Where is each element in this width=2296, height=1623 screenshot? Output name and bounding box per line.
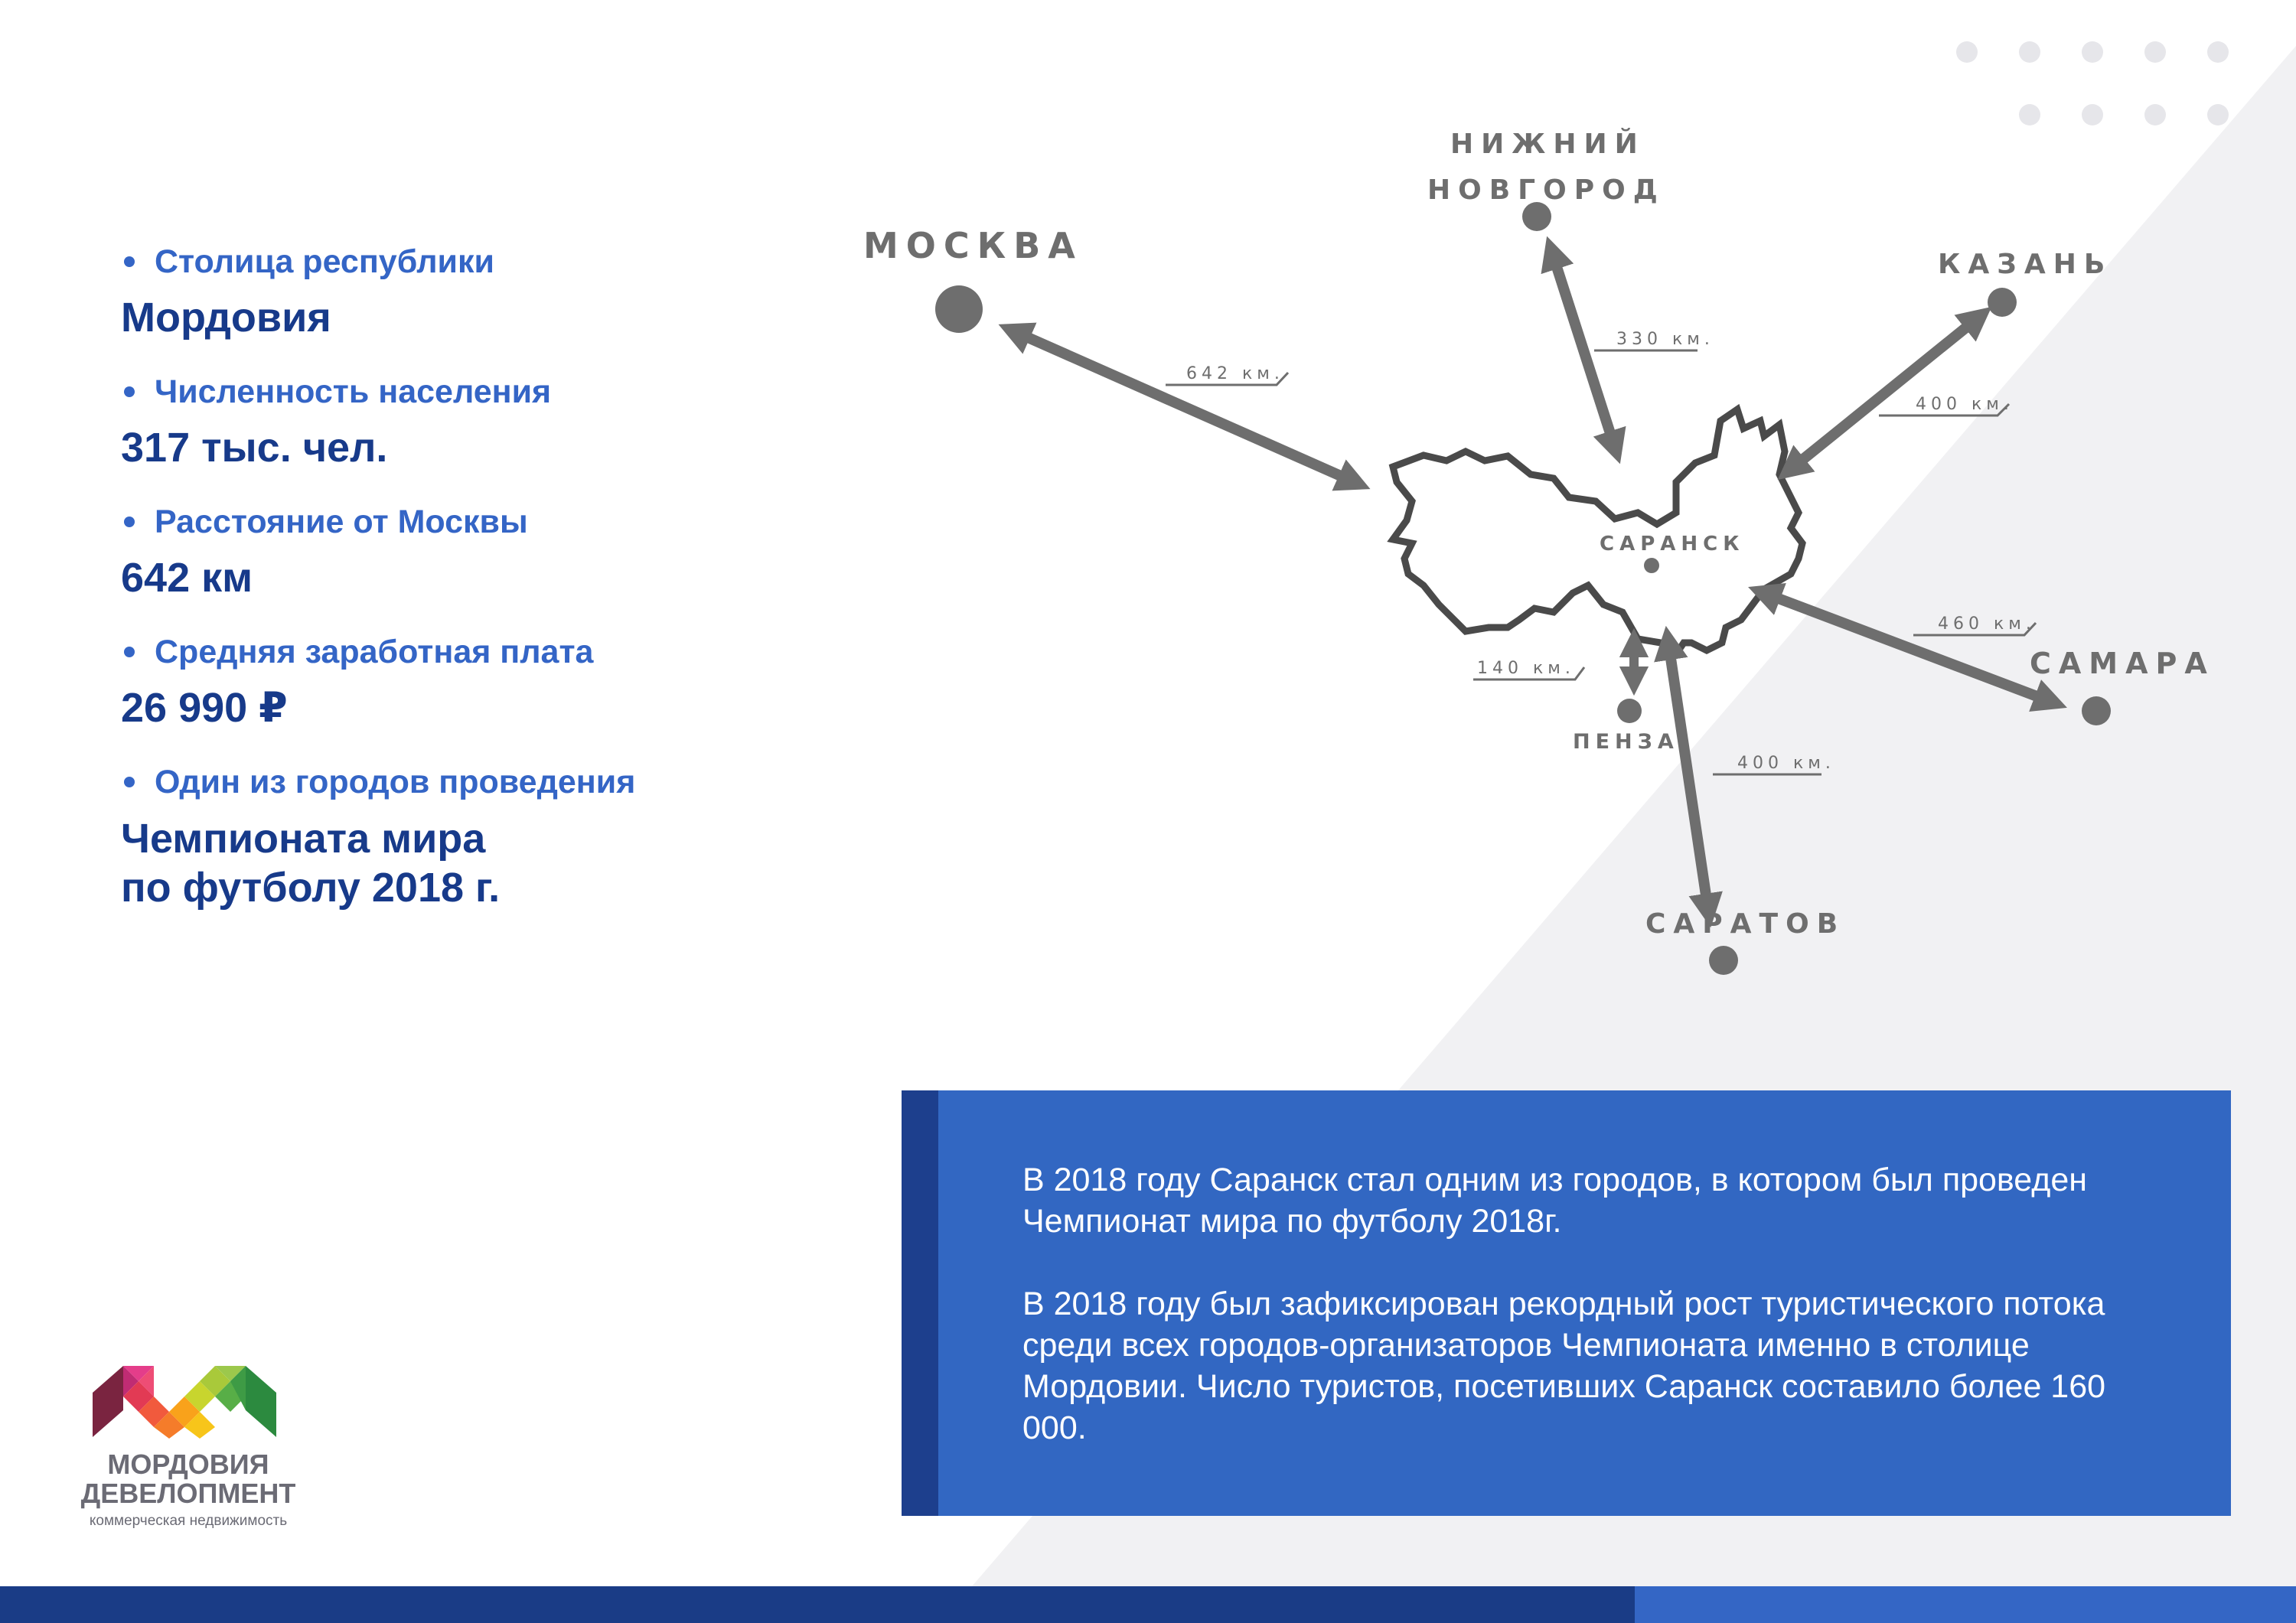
fact-label: Численность населения	[155, 373, 552, 410]
city-label-nizhny-line1: НИЖНИЙ	[1450, 129, 1645, 160]
distance-label-nizhny: 330 км.	[1616, 330, 1714, 349]
bullet-icon	[124, 517, 135, 527]
info-paragraph: В 2018 году был зафиксирован рекордный рост туристического потока среди всех городов-организаторов Чемпионата именно в столице Мордовии. Число туристов, посетивших Саранск составило более 160 000.	[1022, 1286, 2106, 1446]
info-text	[1022, 1159, 2170, 1490]
fact-value: 26 990 ₽	[121, 685, 288, 731]
arrow-moscow	[1014, 331, 1355, 482]
fact-distance	[121, 502, 886, 601]
distance-map	[842, 115, 2296, 1033]
distance-label-samara: 460 км.	[1938, 614, 2036, 634]
bullet-icon	[124, 647, 135, 657]
city-label-moscow: МОСКВА	[863, 225, 1083, 266]
info-box	[902, 1090, 2231, 1516]
city-label-kazan: КАЗАНЬ	[1938, 249, 2113, 280]
city-dot-penza	[1617, 699, 1642, 723]
city-dot-moscow	[935, 285, 983, 333]
fact-label: Средняя заработная плата	[155, 634, 594, 670]
fact-capital	[121, 242, 886, 341]
bullet-icon	[124, 256, 135, 267]
distance-label-moscow: 642 км.	[1186, 364, 1284, 383]
city-dot-nizhny	[1522, 202, 1551, 231]
bullet-icon	[124, 777, 135, 787]
logo-subtitle: коммерческая недвижимость	[89, 1513, 288, 1529]
arrow-saratov	[1668, 643, 1708, 911]
fact-value: Чемпионата мира по футболу 2018 г.	[121, 816, 501, 911]
distance-label-saratov: 400 км.	[1737, 754, 1835, 773]
logo-name: МОРДОВИЯ ДЕВЕЛОПМЕНТ	[80, 1449, 296, 1509]
city-dot-saransk	[1644, 558, 1659, 573]
distance-label-penza: 140 км.	[1477, 659, 1575, 678]
bottom-bar	[0, 1586, 2296, 1623]
fact-value: 642 км	[121, 555, 253, 601]
arrow-kazan	[1791, 318, 1978, 469]
arrow-samara	[1764, 593, 2051, 702]
distance-label-kazan: 400 км.	[1916, 395, 2014, 414]
company-logo	[58, 1343, 318, 1542]
logo-m-icon	[58, 1343, 318, 1450]
city-dot-kazan	[1988, 288, 2017, 317]
info-box-strip	[902, 1090, 938, 1516]
city-label-nizhny-line2: НОВГОРОД	[1427, 174, 1665, 206]
city-label-saratov: САРАТОВ	[1645, 908, 1846, 940]
city-dot-samara	[2082, 696, 2111, 725]
city-label-saransk: САРАНСК	[1600, 533, 1745, 556]
fact-salary	[121, 632, 886, 732]
decorative-dots	[1956, 41, 2247, 125]
fact-worldcup	[121, 762, 886, 912]
fact-value: 317 тыс. чел.	[121, 425, 388, 471]
fact-label: Один из городов проведения	[155, 764, 636, 800]
fact-label: Расстояние от Москвы	[155, 504, 528, 540]
bottom-bar-dark	[0, 1586, 1635, 1623]
city-dot-saratov	[1709, 946, 1738, 975]
city-label-penza: ПЕНЗА	[1573, 730, 1679, 754]
info-paragraph: В 2018 году Саранск стал одним из городов, в котором был проведен Чемпионат мира по футболу 2018г.	[1022, 1162, 2088, 1240]
city-label-samara: САМАРА	[2030, 647, 2215, 680]
facts-list	[121, 242, 886, 943]
fact-population	[121, 372, 886, 471]
fact-label: Столица республики	[155, 243, 494, 280]
mordovia-region-outline	[1393, 409, 1802, 654]
fact-value: Мордовия	[121, 295, 331, 341]
bullet-icon	[124, 386, 135, 397]
bottom-bar-light	[1635, 1586, 2296, 1623]
